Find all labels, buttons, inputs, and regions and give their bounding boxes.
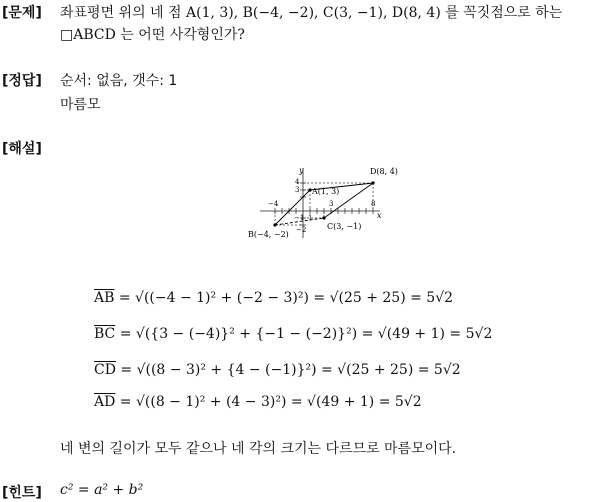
label-D: D(8, 4) (370, 167, 398, 176)
tick-label-y-neg1: −1 (294, 214, 305, 222)
hint-formula: c² = a² + b² (60, 482, 144, 498)
answer-line-1: 순서: 없음, 갯수: 1 (60, 73, 178, 89)
equation-CD (94, 362, 564, 388)
equation-AD (94, 394, 564, 420)
answer-line-2: 마름모 (60, 97, 101, 113)
solution-label: [해설] (2, 141, 42, 157)
problem-label: [문제] (2, 5, 42, 21)
axis-y-label: y (299, 166, 304, 175)
tick-label-x-8: 8 (371, 200, 376, 208)
coordinate-figure (240, 160, 410, 242)
tick-label-y-neg2: −2 (296, 226, 307, 234)
tick-label-x-3: 3 (329, 200, 334, 208)
tick-label-y-4: 4 (295, 178, 300, 186)
side-AB (275, 190, 313, 225)
point-D (371, 181, 374, 184)
segment-AB: $\overline{AB}$ (94, 290, 115, 306)
problem-line-2: □ABCD 는 어떤 사각형인가? (60, 27, 245, 43)
segment-AD: $\overline{AD}$ (94, 394, 116, 410)
answer-label: [정답] (2, 73, 42, 89)
problem-line-1: 좌표평면 위의 네 점 A(1, 3), B(−4, −2), C(3, −1), D(8, 4) 를 꼭짓점으로 하는 (60, 5, 563, 21)
tick-label-y-3: 3 (295, 186, 300, 194)
label-A: A(1, 3) (312, 187, 340, 196)
equation-AB-expr: = √((−4 − 1)² + (−2 − 3)²) = √(25 + 25) = 5√2 (118, 290, 454, 306)
equation-AD-expr: = √((8 − 1)² + (4 − 3)²) = √(49 + 1) = 5√2 (119, 394, 422, 410)
point-C (322, 216, 325, 219)
segment-BC: $\overline{BC}$ (94, 326, 116, 342)
label-C: C(3, −1) (327, 222, 362, 231)
axis-x-label: x (377, 211, 382, 220)
segment-CD: $\overline{CD}$ (94, 362, 116, 378)
equation-BC-expr: = √({3 − (−4)}² + {−1 − (−2)}²) = √(49 + 1) = 5√2 (119, 326, 493, 342)
hint-label: [힌트] (2, 485, 42, 501)
point-B (273, 223, 276, 226)
equation-CD-expr: = √((8 − 3)² + {4 − (−1)}²) = √(25 + 25) = 5√2 (120, 362, 461, 378)
equation-AB (94, 290, 564, 316)
equation-BC (94, 326, 564, 352)
tick-label-x-neg4: −4 (268, 200, 279, 208)
label-B: B(−4, −2) (248, 230, 289, 239)
tick-label-x-1: 1 (308, 214, 313, 222)
conclusion-text: 네 변의 길이가 모두 같으나 네 각의 크기는 다르므로 마름모이다. (60, 441, 457, 457)
